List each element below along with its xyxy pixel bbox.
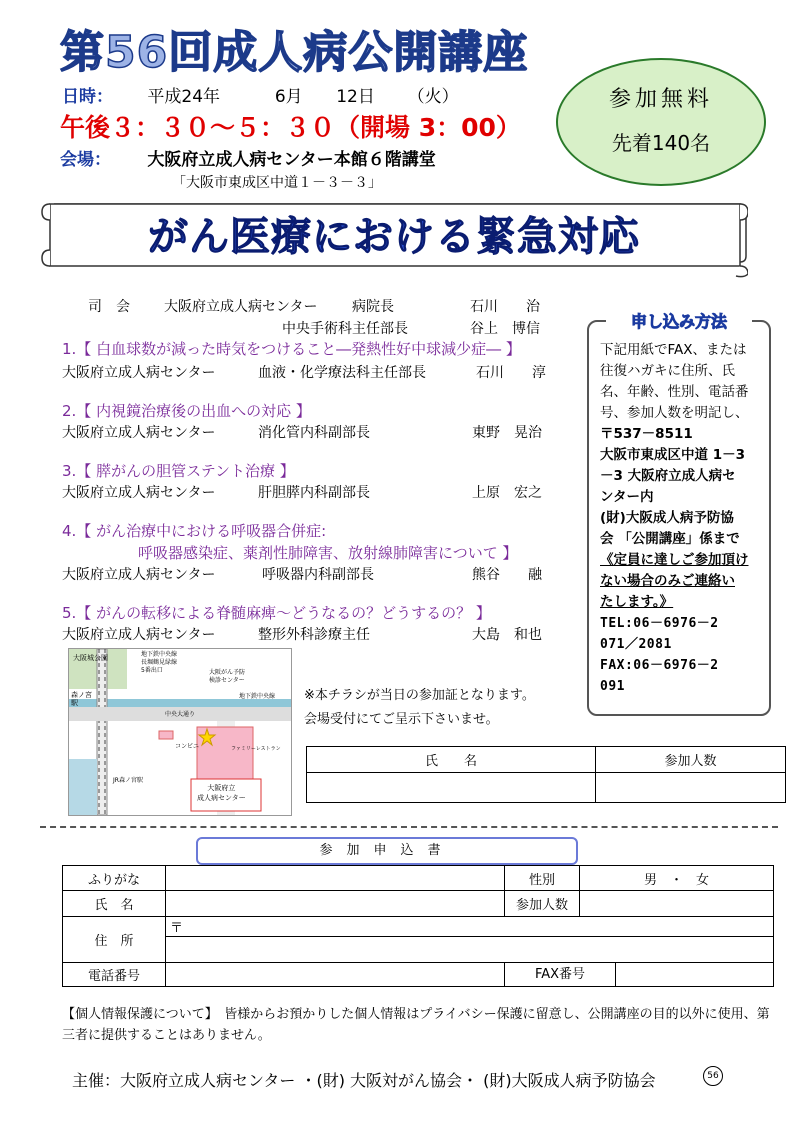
map-road-label: 中央大通り [165,711,196,718]
date-weekday: （火） [407,87,459,107]
form-address-field[interactable] [166,937,774,963]
form-fax-label: FAX番号 [505,963,616,986]
map-screening-label: 大阪がん予防 検診センター [209,669,246,684]
method-address-line: －3 大阪府立成人病セ [600,468,736,484]
application-method-title: 申し込み方法 [606,309,752,332]
application-method-body [600,340,762,697]
venue-address: 「大阪市東成区中道１－３－３」 [172,175,382,191]
talk-2-title: 2.【 内視鏡治療後の出血への対応 】 [62,402,311,420]
talk-4-title: 4.【 がん治療中における呼吸器合併症: [62,522,327,540]
method-note-line: ない場合のみご連絡い [600,573,735,589]
talk-4-role: 呼吸器内科副部長 [262,567,374,583]
talk-1-speaker: 石川 淳 [476,365,546,381]
talk-3-role: 肝胆膵内科副部長 [258,485,370,501]
host-role-1: 病院長 [352,299,394,315]
map-graphic [69,649,291,815]
date-day: 12日 [336,87,375,107]
talk-1-title: 1.【 白血球数が減った時気をつけること―発熱性好中球減少症― 】 [62,340,521,358]
date-label: 日時： [62,87,113,107]
method-org-line: 会 「公開講座」係まで [600,531,740,547]
date-era: 平成24年 [147,87,221,107]
method-line: 下記用紙でFAX、または [600,342,747,358]
method-line: 往復ハガキに住所、氏 [600,363,735,379]
method-line: 名、年齢、性別、電話番 [600,384,749,400]
talk-3-title: 3.【 膵がんの胆管ステント治療 】 [62,462,295,480]
form-phone-field[interactable] [166,963,505,987]
talk-1-role: 血液・化学療法科主任部長 [258,365,426,381]
theme-banner [40,196,748,278]
name-header: 氏 名 [307,747,596,773]
host-name-1: 石川 治 [470,299,540,315]
badge-capacity: 先着140名 [611,131,711,155]
talk-3-speaker: 上原 宏之 [472,485,542,501]
method-note-line: たします。》 [600,594,674,610]
access-map [68,648,292,816]
form-name-label: 氏 名 [63,891,166,917]
organizers: 主催：大阪府立成人病センター ・(財) 大阪対がん協会・ (財)大阪成人病予防協会 [72,1071,656,1090]
form-name-field[interactable] [166,891,505,917]
method-line: 号、参加人数を明記し、 [600,405,749,421]
talk-1-org: 大阪府立成人病センター [62,365,216,381]
method-note-line: 《定員に達しご参加頂け [600,552,749,568]
talk-4-speaker: 熊谷 融 [472,567,542,583]
host-name-2: 谷上 博信 [470,321,540,337]
talk-5-title: 5.【 がんの転移による脊髄麻痺～どうなるの？どうするの？ 】 [62,604,491,622]
badge-free: 参加無料 [608,87,713,112]
method-address-line: 大阪市東成区中道 1－3 [600,447,745,463]
fax-line: FAX:06－6976－2 [600,658,719,673]
map-center-label: 大阪府立 成人病センター [197,784,246,802]
talk-2-org: 大阪府立成人病センター [62,425,216,441]
page-number: 56 [703,1066,723,1086]
privacy-notice: 【個人情報保護について】 皆様からお預かりした個人情報はプライバシー保護に留意し、公開講座の目的以外に使用、第三者に提供することはありません。 [62,1007,770,1043]
talk-4-title-2: 呼吸器感染症、薬剤性肺障害、放射線肺障害について 】 [138,544,518,562]
gender-label: 性別 [505,866,580,891]
host-role-2: 中央手術科主任部長 [282,321,408,337]
event-title: 第56回成人病公開講座 [60,27,529,78]
furigana-field[interactable] [166,866,505,891]
notice-line-2: 会場受付にてご呈示下さいませ。 [304,712,499,727]
date-row [62,82,459,107]
event-time: 午後３：３０～５：３０（開場 3：00） [60,113,521,142]
form-phone-label: 電話番号 [63,963,166,987]
count-header: 参加人数 [596,747,786,773]
venue-row [60,145,436,170]
tel-line: TEL:06－6976－2 [600,616,719,631]
map-jr-label: JR森ノ宮駅 [113,777,143,784]
host-org: 大阪府立成人病センター [164,299,318,315]
date-month: 6月 [274,87,303,107]
name-cell[interactable] [307,773,596,803]
form-count-field[interactable] [580,891,774,917]
map-family-label: ファミリーレストラン [231,746,281,752]
form-address-label: 住 所 [63,917,166,963]
venue-name: 大阪府立成人病センター本館６階講堂 [147,150,436,170]
postal-code: 〒537－8511 [600,426,693,442]
tel-line: 071／2081 [600,637,672,652]
talk-5-org: 大阪府立成人病センター [62,627,216,643]
talk-3-org: 大阪府立成人病センター [62,485,216,501]
form-postal-field[interactable]: 〒 [166,917,774,937]
application-form-heading: 参加申込書 [196,837,578,865]
gender-options[interactable]: 男 ・ 女 [580,866,774,891]
furigana-label: ふりがな [63,866,166,891]
fax-cell [505,963,774,987]
application-form [62,865,774,987]
map-park-label: 大阪城公園 [73,654,108,662]
talk-5-speaker: 大島 和也 [472,627,542,643]
free-admission-badge [556,58,766,186]
count-cell[interactable] [596,773,786,803]
participant-table [306,746,786,803]
talk-4-org: 大阪府立成人病センター [62,567,216,583]
talk-5-role: 整形外科診療主任 [258,627,370,643]
form-count-label: 参加人数 [505,891,580,917]
method-address-line: ンター内 [600,489,654,505]
map-conv-label: コンビニ [175,743,200,750]
venue-label: 会場： [60,150,111,170]
host-label: 司 会 [88,299,130,315]
talk-2-speaker: 東野 晃治 [472,425,542,441]
theme-title: がん医療における緊急対応 [148,214,640,260]
method-org-line: (財)大阪成人病予防協 [600,510,734,526]
map-morinomiya-label: 森ノ宮 駅 [71,691,92,707]
map-subway-label: 地下鉄中央線 [239,693,276,700]
fax-line: 091 [600,679,625,694]
map-exit-label: 地下鉄中央線 長堀鶴見緑線 5番出口 [141,651,178,674]
form-fax-field[interactable] [616,963,773,986]
cut-line [40,826,778,828]
notice-line-1: ※本チラシが当日の参加証となります。 [304,688,535,703]
talk-2-role: 消化管内科副部長 [258,425,370,441]
